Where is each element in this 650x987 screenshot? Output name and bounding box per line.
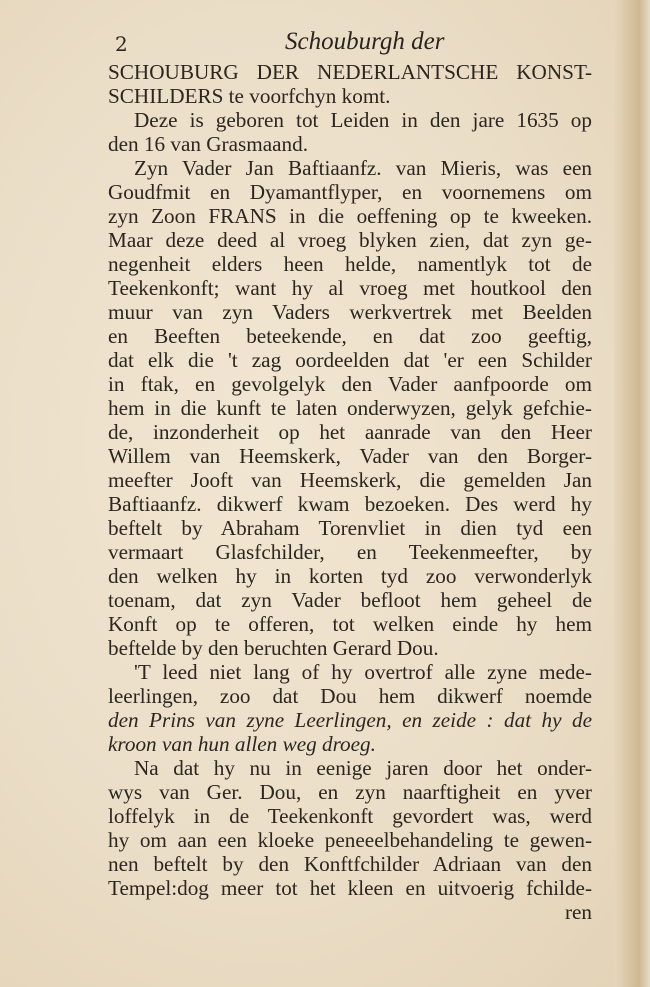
text-line: Teekenkonft; want hy al vroeg met houtkool den <box>108 276 592 300</box>
text-line: hy om aan een kloeke peneeelbehandeling te gewen- <box>108 828 592 852</box>
text-line: beftelt by Abraham Torenvliet in dien tyd een <box>108 516 592 540</box>
text-line: 'T leed niet lang of hy overtrof alle zyne mede- <box>134 660 592 684</box>
text-line: zyn Zoon FRANS in die oeffening op te kweeken. <box>108 204 592 228</box>
text-line: toenam, dat zyn Vader befloot hem geheel de <box>108 588 592 612</box>
text-line: vermaart Glasfchilder, en Teekenmeefter, by <box>108 540 592 564</box>
text-line: de, inzonderheit op het aanrade van den Heer <box>108 420 592 444</box>
text-line: nen beftelt by den Konftfchilder Adriaan van den <box>108 852 592 876</box>
text-line: muur van zyn Vaders werkvertrek met Beelden <box>108 300 592 324</box>
text-line: den welken hy in korten tyd zoo verwonderlyk <box>108 564 592 588</box>
page-number: 2 <box>115 32 128 56</box>
text-line: Zyn Vader Jan Baftiaanfz. van Mieris, was een <box>134 156 592 180</box>
text-line: Na dat hy nu in eenige jaren door het onder- <box>134 756 592 780</box>
text-line: beftelde by den beruchten Gerard Dou. <box>108 636 439 660</box>
body-text <box>108 60 592 924</box>
text-line: in ftak, en gevolgelyk den Vader aanfpoorde om <box>108 372 592 396</box>
text-line: wys van Ger. Dou, en zyn naarftigheit en yver <box>108 780 592 804</box>
text-line: meefter Jooft van Heemskerk, die gemelden Jan <box>108 468 592 492</box>
text-line: SCHILDERS te voorfchyn komt. <box>108 84 391 108</box>
text-line: den 16 van Grasmaand. <box>108 132 309 156</box>
text-line: Maar deze deed al vroeg blyken zien, dat zyn ge- <box>108 228 592 252</box>
text-line: en Beeften beteekende, en dat zoo geeftig, <box>108 324 592 348</box>
text-line: Goudfmit en Dyamantflyper, en voornemens om <box>108 180 592 204</box>
text-line: hem in die kunft te laten onderwyzen, gelyk gefchie- <box>108 396 592 420</box>
text-line: Baftiaanfz. dikwerf kwam bezoeken. Des werd hy <box>108 492 592 516</box>
catchword: ren <box>564 900 592 924</box>
text-line: kroon van hun allen weg droeg. <box>108 732 376 756</box>
text-line: Tempel:dog meer tot het kleen en uitvoerig fchilde- <box>108 876 592 900</box>
text-line: den Prins van zyne Leerlingen, en zeide : dat hy de <box>108 708 592 732</box>
text-line: loffelyk in de Teekenkonft gevordert was, werd <box>108 804 592 828</box>
page-edge <box>614 0 650 987</box>
text-line: Deze is geboren tot Leiden in den jare 1635 op <box>134 108 592 132</box>
text-line: negenheit elders heen helde, namentlyk tot de <box>108 252 592 276</box>
text-line: SCHOUBURG DER NEDERLANTSCHE KONST- <box>108 60 592 84</box>
text-line: leerlingen, zoo dat Dou hem dikwerf noemde <box>108 684 592 708</box>
text-line: Willem van Heemskerk, Vader van den Borger- <box>108 444 592 468</box>
text-line: Konft op te offeren, tot welken einde hy hem <box>108 612 592 636</box>
text-line: dat elk die 't zag oordeelden dat 'er een Schilder <box>108 348 592 372</box>
running-title: Schouburgh der <box>285 28 445 55</box>
